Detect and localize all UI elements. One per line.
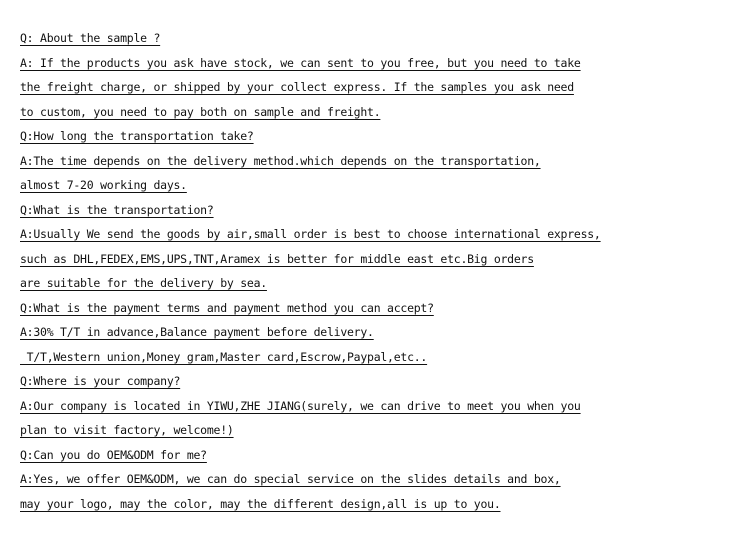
faq-answer-sample-line-2: the freight charge, or shipped by your collect express. If the samples you ask need [20,80,574,94]
faq-question-company: Q:Where is your company? [20,374,181,388]
faq-answer-transportation-line-2: such as DHL,FEDEX,EMS,UPS,TNT,Aramex is better for middle east etc.Big orders [20,251,534,266]
faq-question-sample: Q: About the sample ? [20,31,161,45]
faq-answer-transport-time-line-2: almost 7-20 working days. [20,178,187,192]
faq-answer-transportation-line-3: are suitable for the delivery by sea. [20,276,267,290]
faq-answer-payment-line-1: A:30% T/T in advance,Balance payment before delivery. [20,325,374,339]
faq-answer-oem-line-2: may your logo, may the color, may the different design,all is up to you. [20,496,501,511]
faq-answer-transportation-line-1: A:Usually We send the goods by air,small order is best to choose international express, [20,227,601,241]
faq-answer-transport-time-line-1: A:The time depends on the delivery method.which depends on the transportation, [20,153,541,168]
faq-answer-sample-line-1: A: If the products you ask have stock, we can sent to you free, but you need to take [20,55,581,70]
faq-question-transportation: Q:What is the transportation? [20,202,214,217]
faq-answer-company-line-1: A:Our company is located in YIWU,ZHE JIANG(surely, we can drive to meet you when you [20,398,581,413]
faq-answer-company-line-2: plan to visit factory, welcome!) [20,423,234,437]
faq-answer-oem-line-1: A:Yes, we offer OEM&ODM, we can do special service on the slides details and box, [20,472,561,486]
faq-answer-sample-line-3: to custom, you need to pay both on sample and freight. [20,104,381,119]
faq-question-transport-time: Q:How long the transportation take? [20,129,254,143]
faq-text-block [20,26,740,516]
faq-answer-payment-line-2: T/T,Western union,Money gram,Master card,Escrow,Paypal,etc.. [20,349,428,364]
faq-question-payment: Q:What is the payment terms and payment method you can accept? [20,300,434,315]
faq-question-oem: Q:Can you do OEM&ODM for me? [20,447,207,462]
